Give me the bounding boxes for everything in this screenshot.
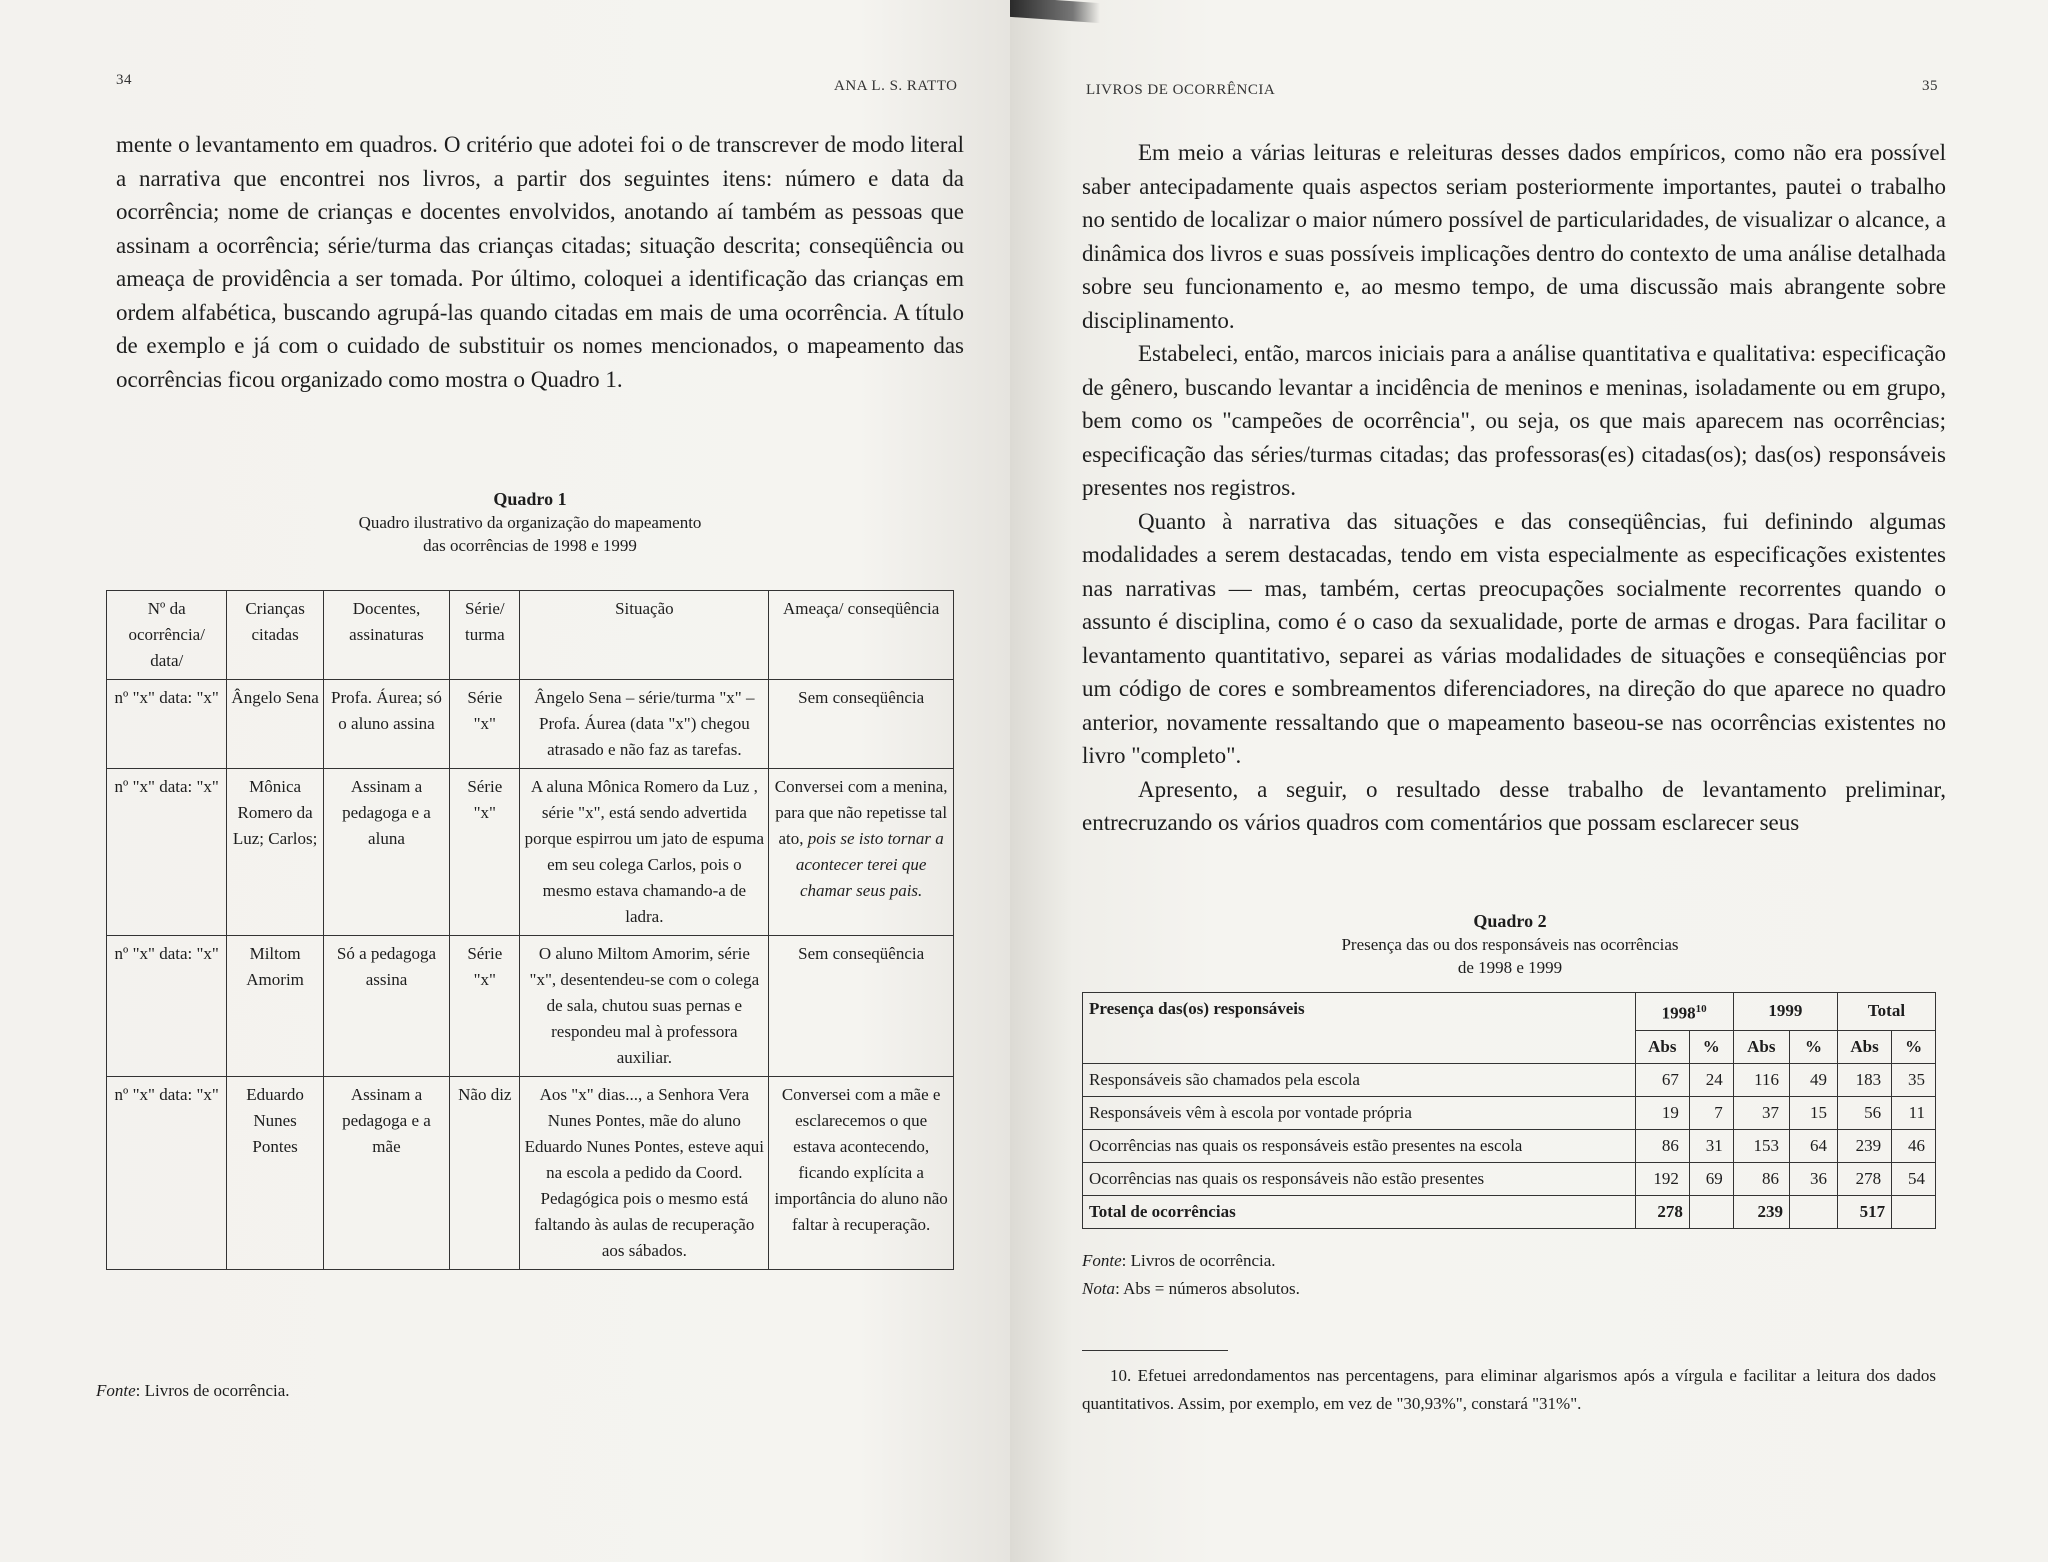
header-cell: Abs: [1733, 1030, 1789, 1063]
header-cell: Crianças citadas: [227, 591, 323, 680]
cell-serie: Série "x": [450, 769, 520, 936]
row-label: Ocorrências nas quais os responsáveis estão presentes na escola: [1083, 1129, 1636, 1162]
cell: 54: [1892, 1162, 1936, 1195]
ameaca-italic-text: pois se isto tornar a acontecer terei que chamar seus pais.: [795, 829, 944, 900]
header-cell: %: [1892, 1030, 1936, 1063]
table-header-row: [1083, 993, 1936, 1031]
table-row: [1083, 1063, 1936, 1096]
footnote-divider: [1082, 1350, 1228, 1351]
cell-criancas: Eduardo Nunes Pontes: [227, 1077, 323, 1270]
header-cell: Presença das(os) responsáveis: [1083, 993, 1636, 1064]
cell: 49: [1789, 1063, 1837, 1096]
source-text: : Livros de ocorrência.: [135, 1381, 290, 1400]
cell: 183: [1837, 1063, 1891, 1096]
cell-criancas: Miltom Amorim: [227, 936, 323, 1077]
quadro2-subtitle-1: Presença das ou dos responsáveis nas ocorrências: [1341, 935, 1679, 954]
quadro1-subtitle-2: das ocorrências de 1998 e 1999: [423, 536, 637, 555]
cell: 19: [1635, 1096, 1689, 1129]
paragraph-text: Em meio a várias leituras e releituras desses dados empíricos, como não era possível saber antecipadamente quais aspectos seriam posteriormente importantes, pautei o trabalho no sentido de localizar o maior número possível de particularidades, de visualizar o alcance, a dinâmica dos livros e suas possíveis implicações dentro do contexto de uma análise detalhada sobre seu funcionamento e, ao mesmo tempo, de uma discussão mais abrangente sobre disciplinamento.: [1082, 140, 1946, 333]
note-text: : Abs = números absolutos.: [1115, 1279, 1300, 1298]
table-row: [1083, 1096, 1936, 1129]
body-paragraphs: [1082, 136, 1946, 840]
quadro1-table: [106, 590, 954, 1270]
cell: 69: [1689, 1162, 1733, 1195]
cell-situacao: Ângelo Sena – série/turma "x" – Profa. Áurea (data "x") chegou atrasado e não faz as tarefas.: [520, 680, 769, 769]
cell-ameaca: [769, 936, 954, 1077]
header-cell: Abs: [1837, 1030, 1891, 1063]
cell-criancas: Mônica Romero da Luz; Carlos;: [227, 769, 323, 936]
paragraph-text: Apresento, a seguir, o resultado desse trabalho de levantamento preliminar, entrecruzando os vários quadros com comentários que possam esclarecer seus: [1082, 776, 1946, 835]
source-label: Fonte: [96, 1381, 136, 1400]
header-cell: %: [1689, 1030, 1733, 1063]
quadro2-subtitle-2: de 1998 e 1999: [1457, 958, 1563, 977]
cell: 86: [1733, 1162, 1789, 1195]
ameaca-text: Conversei com a mãe e esclarecemos o que estava acontecendo, ficando explícita a importância do aluno não faltar à recuperação.: [774, 1085, 948, 1234]
header-cell: Ameaça/ conseqüência: [769, 591, 954, 680]
footnote-ref: 10: [1695, 1003, 1707, 1015]
source-text: : Livros de ocorrência.: [1121, 1251, 1276, 1270]
ameaca-text: Sem conseqüência: [798, 688, 925, 707]
cell: 517: [1837, 1195, 1891, 1228]
quadro1-source: [96, 1378, 290, 1404]
table-row: [107, 1077, 954, 1270]
cell-empty: [1689, 1195, 1733, 1228]
cell-num: nº "x" data: "x": [107, 1077, 227, 1270]
header-cell: %: [1789, 1030, 1837, 1063]
cell: 7: [1689, 1096, 1733, 1129]
cell: 239: [1733, 1195, 1789, 1228]
cell: 64: [1789, 1129, 1837, 1162]
row-label: Responsáveis são chamados pela escola: [1083, 1063, 1636, 1096]
cell-serie: Não diz: [450, 1077, 520, 1270]
header-cell: 1999: [1733, 993, 1837, 1031]
table-row: [107, 769, 954, 936]
cell-ameaca: [769, 680, 954, 769]
cell-docentes: Assinam a pedagoga e a aluna: [323, 769, 449, 936]
cell-num: nº "x" data: "x": [107, 680, 227, 769]
header-cell: [1635, 993, 1733, 1031]
cell-ameaca: [769, 1077, 954, 1270]
quadro1-subtitle-1: Quadro ilustrativo da organização do mapeamento: [358, 513, 702, 532]
cell: 46: [1892, 1129, 1936, 1162]
header-cell: Docentes, assinaturas: [323, 591, 449, 680]
cell: 35: [1892, 1063, 1936, 1096]
cell: 192: [1635, 1162, 1689, 1195]
note-label: Nota: [1082, 1279, 1116, 1298]
cell: 67: [1635, 1063, 1689, 1096]
page-number: 34: [116, 72, 132, 88]
cell-serie: Série "x": [450, 680, 520, 769]
quadro2-note: [1082, 1276, 1300, 1302]
table-row: [107, 680, 954, 769]
cell-criancas: Ângelo Sena: [227, 680, 323, 769]
quadro1-title: Quadro 1: [493, 489, 567, 509]
table-total-row: [1083, 1195, 1936, 1228]
source-label: Fonte: [1082, 1251, 1122, 1270]
header-cell: Série/ turma: [450, 591, 520, 680]
row-label: Responsáveis vêm à escola por vontade própria: [1083, 1096, 1636, 1129]
cell: 37: [1733, 1096, 1789, 1129]
quadro2-title: Quadro 2: [1473, 911, 1547, 931]
body-paragraph: [116, 128, 964, 396]
cell: 15: [1789, 1096, 1837, 1129]
cell-num: nº "x" data: "x": [107, 769, 227, 936]
cell-situacao: Aos "x" dias..., a Senhora Vera Nunes Pontes, mãe do aluno Eduardo Nunes Pontes, esteve aqui na escola a pedido da Coord. Pedagógica pois o mesmo está faltando às aulas de recuperação aos sábados.: [520, 1077, 769, 1270]
cell: 278: [1837, 1162, 1891, 1195]
table-row: [107, 936, 954, 1077]
cell-serie: Série "x": [450, 936, 520, 1077]
quadro2-caption: [1260, 910, 1760, 979]
cell-situacao: A aluna Mônica Romero da Luz , série "x", está sendo advertida porque espirrou um jato de espuma em seu colega Carlos, pois o mesmo estava chamando-a de ladra.: [520, 769, 769, 936]
quadro2-table: [1082, 992, 1936, 1229]
cell: 56: [1837, 1096, 1891, 1129]
cell-num: nº "x" data: "x": [107, 936, 227, 1077]
cell-ameaca: [769, 769, 954, 936]
header-cell: Nº da ocorrência/ data/: [107, 591, 227, 680]
table-row: [1083, 1162, 1936, 1195]
cell-docentes: Assinam a pedagoga e a mãe: [323, 1077, 449, 1270]
header-cell: Total: [1837, 993, 1935, 1031]
paragraph-text: Quanto à narrativa das situações e das conseqüências, fui definindo algumas modalidades a serem destacadas, tendo em vista especialmente as especificações existentes nas narrativas — mas, também, certas preocupações socialmente recorrentes quando o assunto é disciplina, como é o caso da sexualidade, porte de armas e drogas. Para facilitar o levantamento quantitativo, separei as várias modalidades de situações e conseqüências por um código de cores e sombreamentos diferenciadores, na direção do que aparece no quadro anterior, novamente ressaltando que o mapeamento baseou-se nas ocorrências existentes no livro "completo".: [1082, 508, 1946, 768]
footnote: 10. Efetuei arredondamentos nas percentagens, para eliminar algarismos após a vírgula e facilitar a leitura dos dados quantitativos. Assim, por exemplo, em vez de "30,93%", constará "31%".: [1082, 1366, 1936, 1413]
cell: 153: [1733, 1129, 1789, 1162]
cell-empty: [1789, 1195, 1837, 1228]
left-page: [0, 0, 1010, 1562]
header-cell: Abs: [1635, 1030, 1689, 1063]
cell: 278: [1635, 1195, 1689, 1228]
page-number: 35: [1922, 78, 1938, 94]
cell: 36: [1789, 1162, 1837, 1195]
header-cell: Situação: [520, 591, 769, 680]
running-head: ANA L. S. RATTO: [834, 78, 958, 94]
cell-docentes: Só a pedagoga assina: [323, 936, 449, 1077]
ameaca-text: Conversei com a menina, para que não repetisse tal ato,: [774, 777, 948, 848]
cell: 11: [1892, 1096, 1936, 1129]
cell: 31: [1689, 1129, 1733, 1162]
cell: 239: [1837, 1129, 1891, 1162]
paragraph-text: Estabeleci, então, marcos iniciais para a análise quantitativa e qualitativa: especificação de gênero, buscando levantar a incidência de meninos e meninas, isoladamente ou em grupo, bem como os "campeões de ocorrência", ou seja, os que mais aparecem nas ocorrências; especificação das séries/turmas citadas; das professoras(es) citadas(os); das(os) responsáveis presentes nos registros.: [1082, 341, 1946, 500]
year-1998: 1998: [1661, 1003, 1696, 1023]
table-header-row: [107, 591, 954, 680]
cell-situacao: O aluno Miltom Amorim, série "x", desentendeu-se com o colega de sala, chutou suas pernas e respondeu mal à professora auxiliar.: [520, 936, 769, 1077]
cell: 24: [1689, 1063, 1733, 1096]
cell-empty: [1892, 1195, 1936, 1228]
quadro1-caption: [300, 488, 760, 557]
cell: 86: [1635, 1129, 1689, 1162]
table-row: [1083, 1129, 1936, 1162]
paragraph-text: mente o levantamento em quadros. O critério que adotei foi o de transcrever de modo literal a narrativa que encontrei nos livros, a partir dos seguintes itens: número e data da ocorrência; nome de crianças e docentes envolvidos, anotando aí também as pessoas que assinam a ocorrência; série/turma das crianças citadas; situação descrita; conseqüência ou ameaça de providência a ser tomada. Por último, coloquei a identificação das crianças em ordem alfabética, buscando agrupá-las quando citadas em mais de uma ocorrência. A título de exemplo e já com o cuidado de substituir os nomes mencionados, o mapeamento das ocorrências ficou organizado como mostra o Quadro 1.: [116, 132, 964, 392]
running-head: LIVROS DE OCORRÊNCIA: [1086, 82, 1276, 98]
ameaca-text: Sem conseqüência: [798, 944, 925, 963]
cell-docentes: Profa. Áurea; só o aluno assina: [323, 680, 449, 769]
right-page: [1010, 0, 2048, 1562]
row-label: Total de ocorrências: [1083, 1195, 1636, 1228]
quadro2-source: [1082, 1248, 1276, 1274]
cell: 116: [1733, 1063, 1789, 1096]
row-label: Ocorrências nas quais os responsáveis não estão presentes: [1083, 1162, 1636, 1195]
